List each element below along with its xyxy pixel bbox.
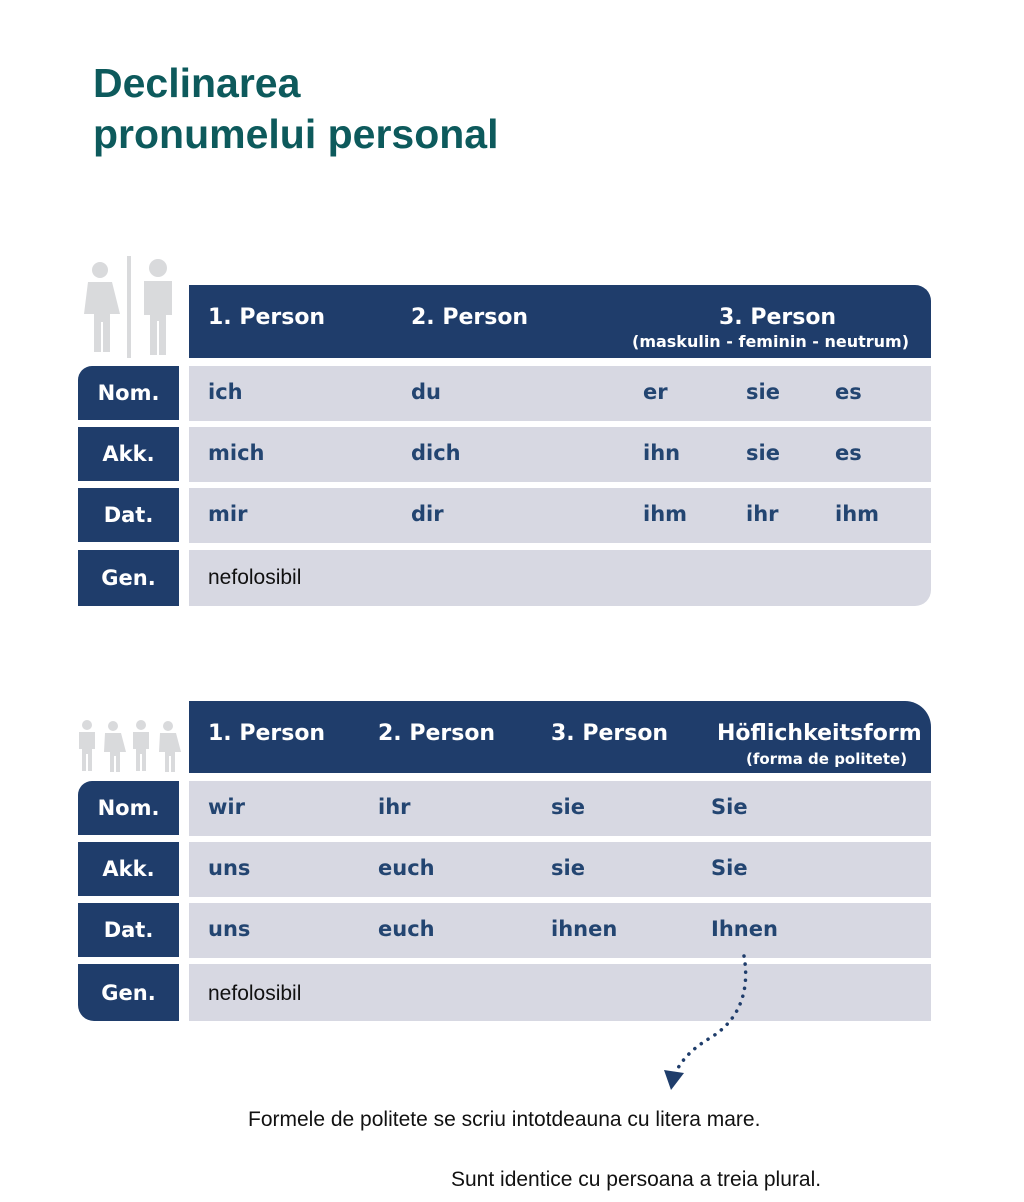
genitive-note: nefolosibil [208, 982, 302, 1005]
table-row [189, 366, 931, 421]
table-row [189, 550, 931, 606]
cell-2nd-person: euch [378, 856, 435, 880]
header-polite-form-translation: (forma de politete) [746, 750, 908, 768]
cell-1st-person: uns [208, 917, 251, 941]
cell-polite-form: Sie [711, 795, 748, 819]
table-row [189, 488, 931, 543]
cell-neuter: ihm [835, 502, 880, 526]
cell-2nd-person: dir [411, 502, 444, 526]
dotted-arrow-icon [650, 950, 760, 1095]
note-polite-forms: Formele de politete se scriu intotdeauna cu litera mare. [248, 1108, 761, 1131]
group-of-people-icon [75, 718, 183, 774]
cell-polite-form: Sie [711, 856, 748, 880]
cell-1st-person: uns [208, 856, 251, 880]
cell-feminine: ihr [746, 502, 779, 526]
title-line-2: pronumelui personal [93, 111, 499, 157]
cell-1st-person: wir [208, 795, 245, 819]
cell-1st-person: ich [208, 380, 243, 404]
table-row [189, 427, 931, 482]
man-woman-icon [74, 256, 186, 360]
cell-polite-form: Ihnen [711, 917, 778, 941]
case-label-gen: Gen. [78, 550, 179, 606]
singular-header [189, 285, 931, 358]
cell-3rd-person: sie [551, 856, 585, 880]
case-label-akk: Akk. [78, 842, 179, 896]
header-1st-person: 1. Person [208, 305, 326, 330]
cell-2nd-person: ihr [378, 795, 411, 819]
cell-neuter: es [835, 441, 862, 465]
case-label-nom: Nom. [78, 781, 179, 835]
header-polite-form: Höflichkeitsform [717, 721, 922, 746]
case-label-gen: Gen. [78, 964, 179, 1021]
title-line-1: Declinarea [93, 60, 301, 106]
cell-masculine: ihn [643, 441, 681, 465]
table-row [189, 903, 931, 958]
cell-3rd-person: ihnen [551, 917, 618, 941]
header-3rd-person: 3. Person [719, 305, 837, 330]
table-row [189, 964, 931, 1021]
table-row [189, 781, 931, 836]
cell-3rd-person: sie [551, 795, 585, 819]
cell-feminine: sie [746, 380, 780, 404]
cell-1st-person: mir [208, 502, 248, 526]
cell-masculine: er [643, 380, 668, 404]
page-title [93, 58, 499, 160]
cell-neuter: es [835, 380, 862, 404]
header-2nd-person: 2. Person [411, 305, 529, 330]
table-row [189, 842, 931, 897]
cell-1st-person: mich [208, 441, 265, 465]
cell-masculine: ihm [643, 502, 688, 526]
cell-2nd-person: du [411, 380, 441, 404]
plural-header [189, 701, 931, 773]
cell-feminine: sie [746, 441, 780, 465]
case-label-akk: Akk. [78, 427, 179, 481]
header-3rd-person: 3. Person [551, 721, 669, 746]
case-label-dat: Dat. [78, 488, 179, 542]
genitive-note: nefolosibil [208, 566, 302, 589]
cell-2nd-person: dich [411, 441, 461, 465]
header-2nd-person: 2. Person [378, 721, 496, 746]
header-1st-person: 1. Person [208, 721, 326, 746]
case-label-dat: Dat. [78, 903, 179, 957]
case-label-nom: Nom. [78, 366, 179, 420]
header-3rd-person-genders: (maskulin - feminin - neutrum) [632, 332, 910, 351]
note-same-as-3rd-plural: Sunt identice cu persoana a treia plural. [451, 1168, 822, 1191]
cell-2nd-person: euch [378, 917, 435, 941]
